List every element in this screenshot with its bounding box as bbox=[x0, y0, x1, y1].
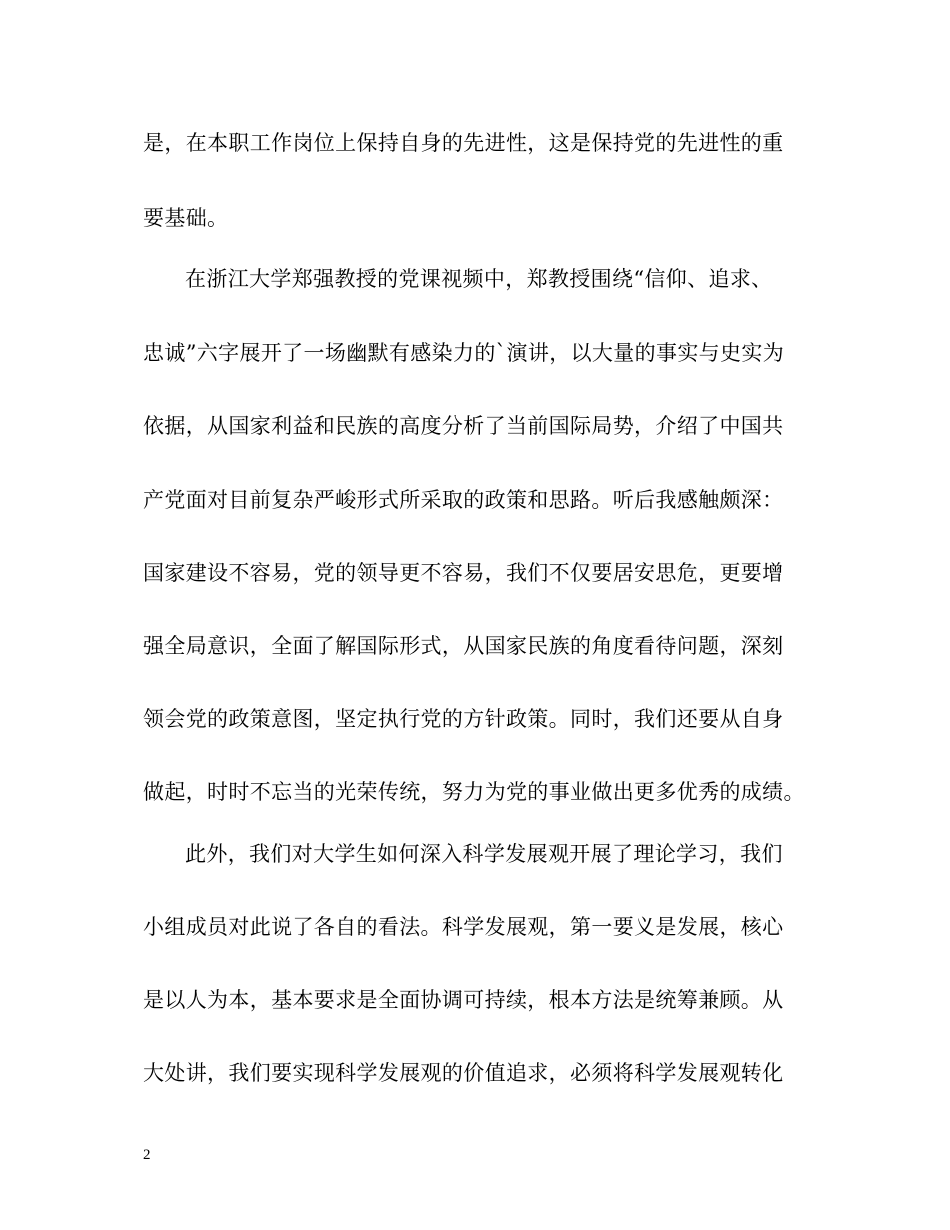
text-line: 要基础。 bbox=[143, 206, 229, 230]
text-line: 小组成员对此说了各自的看法。科学发展观，第一要义是发展，核心 bbox=[143, 915, 784, 939]
text-line: 领会党的政策意图，坚定执行党的方针政策。同时，我们还要从自身 bbox=[143, 707, 784, 731]
text-line: 是以人为本，基本要求是全面协调可持续，根本方法是统筹兼顾。从 bbox=[143, 988, 784, 1012]
text-line: 做起，时时不忘当的光荣传统，努力为党的事业做出更多优秀的成绩。 bbox=[143, 780, 805, 804]
text-line: 是，在本职工作岗位上保持自身的先进性，这是保持党的先进性的重 bbox=[143, 131, 784, 155]
page-number: 2 bbox=[143, 1147, 151, 1163]
text-line: 忠诚”六字展开了一场幽默有感染力的`演讲，以大量的事实与史实为 bbox=[143, 341, 785, 365]
text-line: 产党面对目前复杂严峻形式所采取的政策和思路。听后我感触颇深： bbox=[143, 488, 784, 512]
text-line: 强全局意识，全面了解国际形式，从国家民族的角度看待问题，深刻 bbox=[143, 634, 784, 658]
text-line: 依据，从国家利益和民族的高度分析了当前国际局势，介绍了中国共 bbox=[143, 414, 784, 438]
paragraph-start-line: 此外，我们对大学生如何深入科学发展观开展了理论学习，我们 bbox=[185, 842, 783, 866]
text-line: 大处讲，我们要实现科学发展观的价值追求，必须将科学发展观转化 bbox=[143, 1061, 784, 1085]
paragraph-start-line: 在浙江大学郑强教授的党课视频中，郑教授围绕“信仰、追求、 bbox=[185, 267, 773, 291]
text-line: 国家建设不容易，党的领导更不容易，我们不仅要居安思危，更要增 bbox=[143, 561, 784, 585]
